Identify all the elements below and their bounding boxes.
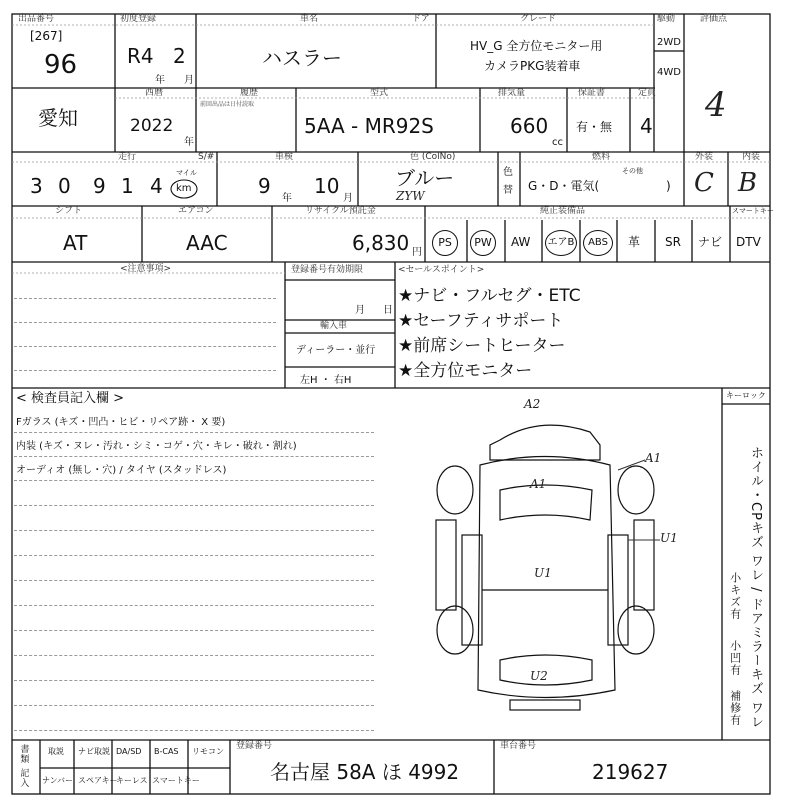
year-mark: 年 <box>155 75 165 86</box>
fuel-label: 燃料 <box>592 152 611 162</box>
capacity-label: 定員 <box>638 88 657 98</box>
plate-expiry-label: 登録番号有効期限 <box>291 265 364 275</box>
equipment-abs <box>583 230 613 256</box>
documents-sub-label: 記入 <box>18 768 29 788</box>
exhibit-number-label: 出品番号 <box>18 14 55 24</box>
inspection-label: 車検 <box>275 152 294 162</box>
mileage-unit-mile: マイル <box>176 169 197 177</box>
inspection-month-unit: 月 <box>343 193 353 204</box>
history-label: 履歴 <box>240 88 259 98</box>
document-item: 取説 <box>48 747 64 756</box>
model-year-unit: 年 <box>184 137 194 148</box>
document-item: スペアキー <box>78 776 118 785</box>
displacement: 660 <box>510 114 549 138</box>
plate-number-label: 登録番号 <box>236 741 273 751</box>
model-code-label: 型式 <box>370 88 389 98</box>
equipment-sunroof: SR <box>665 235 681 249</box>
equipment-pw <box>470 230 496 256</box>
car-name: ハスラー <box>262 46 342 70</box>
document-item: リモコン <box>192 747 224 756</box>
recycle-unit: 円 <box>412 247 422 258</box>
registration-era: R4 <box>127 44 154 68</box>
interior-label: 内装 <box>742 152 761 162</box>
legend-repair: 補修有 <box>728 690 742 726</box>
damage-mark: A2 <box>524 397 541 411</box>
interior-score: B <box>738 168 758 198</box>
recycle-label: リサイクル預託金 <box>305 206 376 216</box>
sales-point: ★セーフティサポート <box>398 311 564 331</box>
drive-4wd: 4WD <box>657 67 681 78</box>
chassis-number-label: 車台番号 <box>500 741 537 751</box>
equipment-ps <box>432 230 458 256</box>
equipment-aw: AW <box>511 235 531 249</box>
sales-point-label: <セールスポイント> <box>398 265 485 275</box>
mileage-digit: 3 <box>30 174 43 198</box>
import-label: 輸入車 <box>320 321 348 331</box>
equipment-navi: ナビ <box>698 235 723 249</box>
overall-score: 4 <box>705 85 727 125</box>
legend-small-scratch: 小キズ有 <box>728 572 742 620</box>
score-label: 評価点 <box>700 14 728 24</box>
document-item: ナンバー <box>42 776 74 785</box>
month-mark: 月 <box>184 75 194 86</box>
plate-number: 名古屋 58A ほ 4992 <box>270 760 460 784</box>
document-item: B-CAS <box>154 747 179 756</box>
color-code: ZYW <box>396 189 425 203</box>
sales-point: ★全方位モニター <box>398 361 533 381</box>
damage-mark: U1 <box>534 566 552 580</box>
sales-point: ★前席シートヒーター <box>398 336 566 356</box>
color-change-label-2: 替 <box>503 185 513 196</box>
model-code: 5AA - MR92S <box>304 114 434 138</box>
expiry-month-mark: 月 <box>355 305 365 316</box>
displacement-unit: cc <box>552 137 563 148</box>
document-item: キーレス <box>116 776 148 785</box>
history-note: 前回出品は日付読取 <box>200 101 255 108</box>
keylock-label: キーロック <box>726 391 766 400</box>
door-label: ドア <box>412 14 430 24</box>
mileage-unit-label: S/# <box>198 152 215 162</box>
capacity: 4 <box>640 114 653 138</box>
equipment-leather: 革 <box>628 235 641 249</box>
smartkey-label: スマートキー <box>732 207 774 215</box>
registration-month: 2 <box>173 44 186 68</box>
lot-number: 96 <box>44 50 78 80</box>
warranty-label: 保証書 <box>578 88 606 98</box>
drive-label: 駆動 <box>657 14 676 24</box>
legend-small-dent: 小凹有 <box>728 640 742 676</box>
exterior-label: 外装 <box>695 152 714 162</box>
first-registration-label: 初度登録 <box>120 14 157 24</box>
displacement-label: 排気量 <box>498 88 526 98</box>
aircon: AAC <box>186 231 228 255</box>
equipment-ps-label: PS <box>432 230 458 256</box>
color-label: 色 (ColNo) <box>410 152 456 162</box>
exterior-score: C <box>694 168 714 198</box>
document-item: ナビ取説 <box>78 747 110 756</box>
damage-mark: A1 <box>530 477 547 491</box>
expiry-day-mark: 日 <box>383 305 393 316</box>
mileage-unit-km: km <box>176 183 192 194</box>
grade-line-2: カメラPKG装着車 <box>484 59 581 73</box>
aircon-label: エアコン <box>178 206 214 216</box>
region: 愛知 <box>38 106 78 130</box>
fuel-close: ) <box>666 179 671 193</box>
equipment-pw-label: PW <box>470 230 496 256</box>
inspector-line-2: 内装 (キズ・ヌレ・汚れ・シミ・コゲ・穴・キレ・破れ・割れ) <box>16 441 297 452</box>
damage-mark: U1 <box>660 531 678 545</box>
color: ブルー <box>395 166 455 190</box>
drive-2wd: 2WD <box>657 37 681 48</box>
car-name-label: 車名 <box>300 14 319 24</box>
damage-mark: U2 <box>530 669 548 683</box>
shift-label: シフト <box>55 206 83 216</box>
sales-point: ★ナビ・フルセグ・ETC <box>398 286 581 306</box>
equipment-airbag <box>545 230 577 256</box>
inspector-title: < 検査員記入欄 > <box>16 391 125 406</box>
damage-legend: ホイル・CPキズ ワレ / ドアミラーキズ ワレ <box>747 446 763 729</box>
damage-mark: A1 <box>645 451 662 465</box>
inspector-line-3: オーディオ (無し・穴) / タイヤ (スタッドレス) <box>16 465 227 476</box>
document-item: DA/SD <box>116 747 142 756</box>
fuel-options: G・D・電気( <box>528 179 600 193</box>
grade-line-1: HV_G 全方位モニター用 <box>470 39 603 53</box>
mileage-digit: 0 <box>58 174 71 198</box>
lot-number-top: [267] <box>30 29 63 43</box>
inspection-month: 10 <box>314 174 340 198</box>
equipment-abs-label: ABS <box>583 230 613 256</box>
inspector-line-1: Fガラス (キズ・凹凸・ヒビ・リペア跡・ X 要) <box>16 417 226 428</box>
shift: AT <box>63 231 88 255</box>
mileage-digit: 1 <box>121 174 134 198</box>
inspection-year-unit: 年 <box>282 193 292 204</box>
recycle-amount: 6,830 <box>352 231 410 255</box>
dealer-option: ディーラー・並行 <box>296 345 376 356</box>
chassis-number: 219627 <box>592 760 669 784</box>
handle-option: 左H ・ 右H <box>300 375 352 386</box>
caution-label: <注意事項> <box>120 264 172 274</box>
equipment-airbag-label: エアB <box>545 230 577 256</box>
equipment-dtv: DTV <box>736 235 761 249</box>
model-year: 2022 <box>130 116 174 136</box>
grade-label: グレード <box>520 14 557 24</box>
year-label: 西暦 <box>145 88 164 98</box>
inspection-year: 9 <box>258 174 271 198</box>
warranty-value: 有・無 <box>576 120 613 134</box>
mileage-digit: 4 <box>150 174 163 198</box>
color-change-label-1: 色 <box>503 167 513 178</box>
document-item: スマートキー <box>152 776 200 785</box>
mileage-label: 走行 <box>118 152 137 162</box>
fuel-other-label: その他 <box>622 167 643 175</box>
equipment-label: 純正装備品 <box>540 206 586 216</box>
documents-label: 書類 <box>18 744 29 764</box>
mileage-digit: 9 <box>93 174 106 198</box>
